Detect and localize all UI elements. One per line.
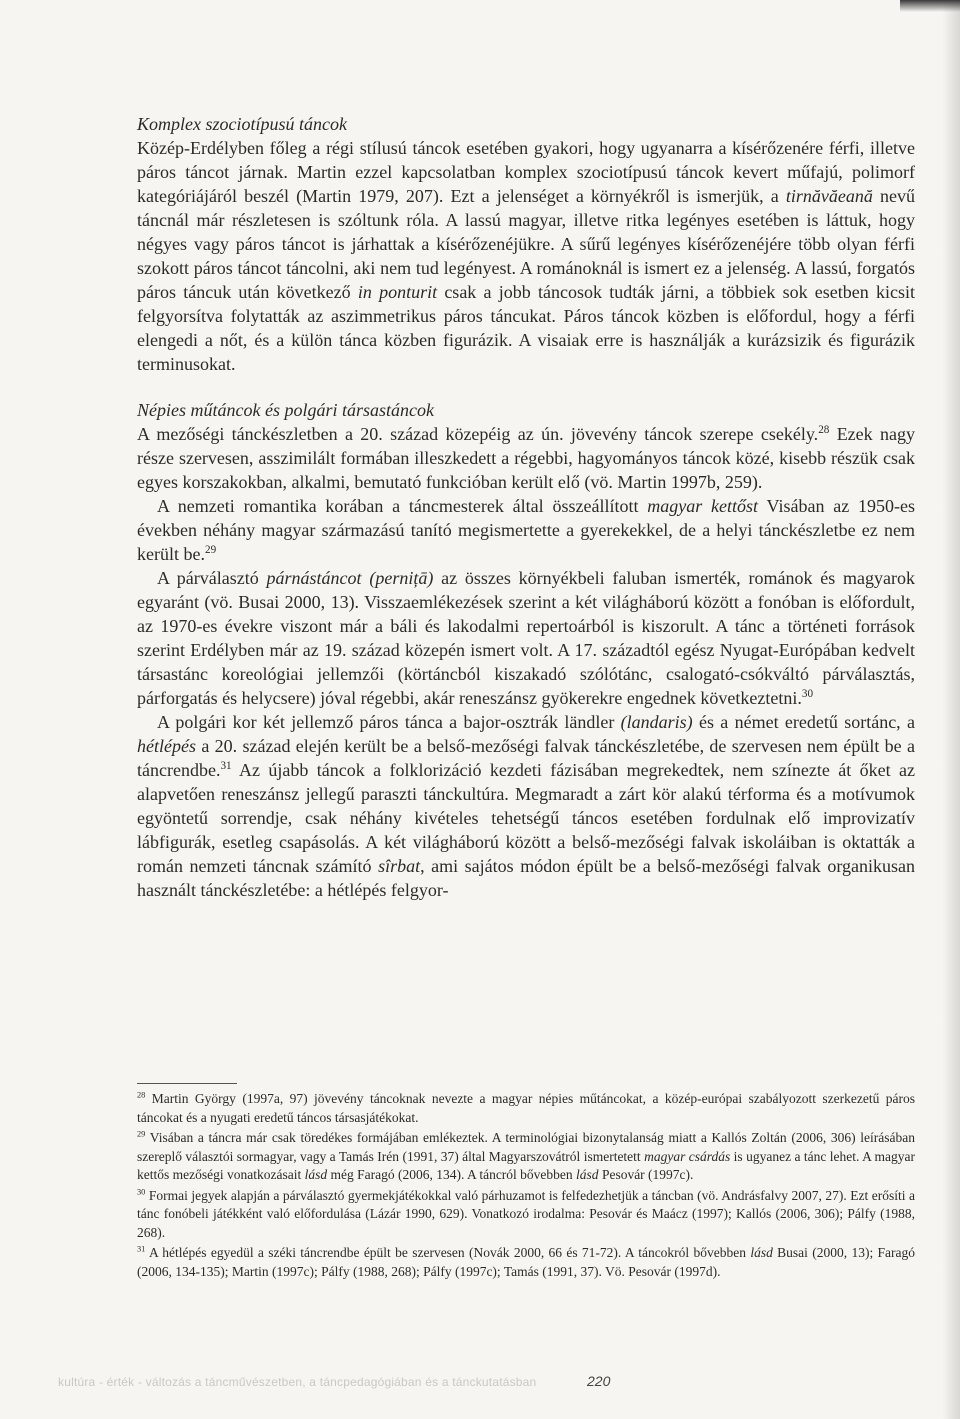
paragraph-complex: Közép-Erdélyben főleg a régi stílusú táncok esetében gyakori, hogy ugyanarra a kísérőzenére férfi, illetve páros táncot járnak. Martin ezzel kapcsolatban komplex szociotípusú táncok kevert műfajú, polimorf kategóriájáról beszél (Martin 1979, 207). Ezt a jelenséget a környékről is ismerjük, a tirnăvăeană nevű táncnál már részletesen is szóltunk róla. A lassú magyar, illetve ritka legényes esetében is láttuk, hogy négyes vagy páros táncot is járhattak a kísérőzenéjükre. A sűrű legényes kísérőzenéjére több olyan férfi szokott páros táncot táncolni, aki nem tud legényest. A románoknál is ismert ez a jelenség. A lassú, forgatós páros táncuk után következő in ponturit csak a jobb táncosok tudták járni, a többiek sok esetben kicsit felgyorsítva folytatták az aszimmetrikus páros táncukat. Páros táncok közben is előfordul, hogy a férfi elengedi a nőt, és a külön tánca közben figurázik. A visaiak erre is használják a kurázsizik és figurázik terminusokat. <box>137 138 916 374</box>
paragraph-polgari-kor: A polgári kor két jellemző páros tánca a bajor-osztrák ländler (landaris) és a német eredetű sortánc, a hétlépés a 20. század elején került be a belső-mezőségi falvak tánckészletébe, de szervesen nem épült be a táncrendbe.$^{31}$ Az újabb táncok a folklorizáció kezdeti fázisában megrekedtek, nem színezte át őket az alapvetően reneszánsz jellegű paraszti tánckultúra. Megmaradt a zárt kör alakú térforma és a motívumok egyöntetű sorrendje, csak néhány kivételes tehetségű táncos esetében fordulnak elő improvizatív lábfigurák, esetleg csapásolás. A két világháború között a belső-mezőségi falvak iskoláiban is oktatták a román nemzeti táncnak számító sîrbat, ami sajátos módon épült be a belső-mezőségi falvak organikusan használt tánckészletébe: a hétlépés felgyor- <box>137 712 915 900</box>
page-number: 220 <box>587 1373 611 1389</box>
term-hetlepes: hétlépés <box>137 736 196 756</box>
main-text <box>137 112 915 902</box>
running-title: kultúra - érték - változás a táncművészetben, a táncpedagógiában és a tánckutatásban <box>58 1375 537 1389</box>
term-landaris: (landaris) <box>620 712 693 732</box>
footnote-separator <box>137 1083 237 1084</box>
footnote-30: $^{30}$ Formai jegyek alapján a párválasztó gyermekjátékokkal való párhuzamot is felfedezhetjük a táncban (vö. Andrásfalvy 2007, 27). Ezt erősíti a tánc fonóbeli játékként való előfordulása (Lázár 1990, 629). Vonatkozó irodalma: Pesovár és Maácz (1997); Kallós (2006, 306); Pálfy (1988, 268). <box>137 1187 915 1240</box>
footnotes <box>137 1090 915 1283</box>
footnote-ref-31: 31 <box>220 760 232 772</box>
footnote-ref-30: 30 <box>801 688 814 700</box>
term-tirnavaeana: tirnăvăeană <box>785 186 873 206</box>
scan-corner-shadow <box>900 0 960 12</box>
term-parnastanc: párnástáncot (pernițā) <box>266 568 434 588</box>
footnote-31: $^{31}$ A hétlépés egyedül a széki táncrendbe épült be szervesen (Novák 2000, 66 és 71-72). A táncokról bővebben lásd Busai (2000, 13); Faragó (2006, 134-135); Martin (1997c); Pálfy (1988, 268); Pálfy (1997c); Tamás (1991, 37). Vö. Pesovár (1997d). <box>137 1244 916 1279</box>
paragraph-parnastanc: A párválasztó párnástáncot (pernițā) az összes környékbeli faluban ismerték, románok és magyarok egyaránt (vö. Busai 2000, 13). Visszaemlékezések szerint a két világháború között a fonóban is előfordult, az 1970-es évekre viszont már a báli és lakodalmi repertoárból is kiszorult. A tánc a történeti források szerint Erdélyben már az 19. század közepén ismert volt. A 17. századtól egész Nyugat-Európában kedvelt társastánc koreológiai jellemzői (körtáncból kiszakadó szólótánc, csalogató-csókváltó párválasztás, párforgatás és helycsere) jóval régebbi, akár reneszánsz gyökerekre engednek következtetni.$^{30}$ <box>137 568 915 708</box>
term-magyar-kettost: magyar kettőst <box>647 496 759 516</box>
paragraph-magyar-kettos: A nemzeti romantika korában a táncmesterek által összeállított magyar kettőst Visában az 1950-es években néhány magyar származású tanító megismertette a gyerekekkel, de a helyi tánckészletbe ez nem került be.$^{29}$ <box>137 496 916 564</box>
footnote-ref-29: 29 <box>204 544 217 556</box>
section-heading-folk-dances: Népies műtáncok és polgári társastáncok <box>137 400 434 420</box>
footnote-ref-28: 28 <box>818 424 830 436</box>
paragraph-newcomer-dances: A mezőségi tánckészletben a 20. század közepéig az ún. jövevény táncok szerepe csekély.$^{28}$ Ezek nagy része szervesen, asszimilált formában illeszkedett a régebbi, hagyományos táncok közé, kisebb részük csak egyes korszakokban, alkalmi, bemutató funkcióban került elő (vö. Martin 1997b, 259). <box>137 424 915 492</box>
footnote-29: $^{29}$ Visában a táncra már csak töredékes formájában emlékeztek. A terminológiai bizonytalanság miatt a Kallós Zoltán (2006, 306) leírásában szereplő választói sormagyar, vagy a Tamás Irén (1991, 37) által Magyarszovátról ismertetett magyar csárdás is ugyanez a tánc lehet. A magyar kettős mezőségi vonatkozásait lásd még Faragó (2006, 134). A táncról bővebben lásd Pesovár (1997c). <box>137 1129 915 1182</box>
footnote-28: $^{28}$ Martin György (1997a, 97) jövevény táncoknak nevezte a magyar népies műtáncokat, a közép-európai szabályozott szerkezetű páros táncokat és a nyugati eredetű táncos társasjátékokat. <box>137 1090 915 1125</box>
page-footer <box>0 1371 960 1401</box>
page-edge-shadow <box>942 0 960 1419</box>
term-sirbat: sîrbat <box>378 856 421 876</box>
section-heading-complex: Komplex szociotípusú táncok <box>137 114 347 134</box>
term-in-ponturit: in ponturit <box>357 282 438 302</box>
